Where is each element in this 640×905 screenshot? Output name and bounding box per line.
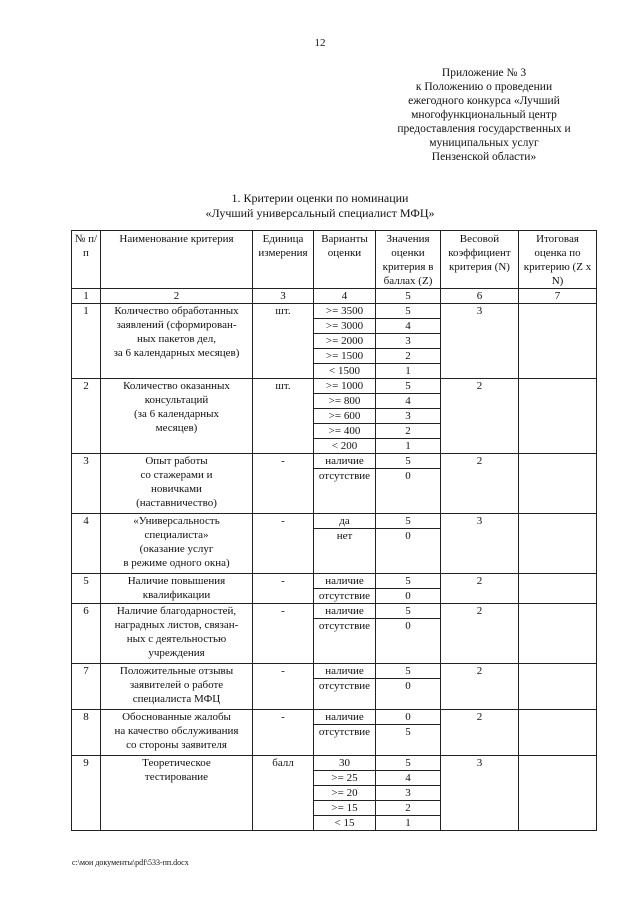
criterion-name: [101, 756, 253, 831]
score-value: 5: [376, 574, 441, 589]
score-value: 0: [376, 710, 441, 725]
table-row: [72, 454, 597, 469]
score-value: 5: [376, 514, 441, 529]
score-value: 3: [376, 786, 441, 801]
column-header: Итоговая оценка по критерию (Z x N): [519, 231, 597, 289]
score-variant: >= 800: [314, 394, 376, 409]
criterion-name-line: Наличие повышения: [127, 575, 226, 587]
final-score: [519, 756, 597, 831]
column-number: 4: [314, 289, 376, 304]
score-variant: наличие: [314, 604, 376, 619]
appendix-line: ежегодного конкурса «Лучший: [408, 95, 560, 107]
row-number: 5: [72, 574, 101, 604]
column-number: 2: [101, 289, 253, 304]
score-variant: >= 3000: [314, 319, 376, 334]
score-variant: >= 15: [314, 801, 376, 816]
score-value: 2: [376, 349, 441, 364]
score-variant: наличие: [314, 664, 376, 679]
criterion-name: [101, 379, 253, 454]
criteria-table: [71, 230, 597, 831]
score-value: 2: [376, 801, 441, 816]
column-header: № п/п: [72, 231, 101, 289]
final-score: [519, 710, 597, 756]
unit-of-measure: -: [253, 604, 314, 664]
unit-of-measure: шт.: [253, 304, 314, 379]
score-variant: >= 20: [314, 786, 376, 801]
weight-coefficient: 3: [441, 756, 519, 831]
criterion-name-line: квалификации: [142, 589, 211, 601]
score-variant: нет: [314, 529, 376, 574]
row-number: 7: [72, 664, 101, 710]
appendix-line: Пензенской области»: [431, 151, 537, 163]
score-variant: >= 2000: [314, 334, 376, 349]
column-number: 5: [376, 289, 441, 304]
score-value: 1: [376, 439, 441, 454]
table-row: [72, 379, 597, 394]
score-value: 2: [376, 424, 441, 439]
score-value: 0: [376, 619, 441, 664]
table-row: [72, 664, 597, 679]
criterion-name-line: новичками: [151, 483, 202, 495]
score-value: 5: [376, 379, 441, 394]
unit-of-measure: -: [253, 514, 314, 574]
score-variant: наличие: [314, 454, 376, 469]
criterion-name-line: Положительные отзывы: [119, 665, 234, 677]
criterion-name-line: Количество оказанных: [123, 380, 230, 392]
score-variant: >= 1000: [314, 379, 376, 394]
score-value: 5: [376, 454, 441, 469]
final-score: [519, 574, 597, 604]
table-header-row: [72, 231, 597, 289]
weight-coefficient: 2: [441, 710, 519, 756]
table-row: [72, 574, 597, 589]
score-value: 0: [376, 679, 441, 710]
criterion-name-line: тестирование: [144, 771, 209, 783]
score-variant: отсутствие: [314, 725, 376, 756]
column-header: Значения оценки критерия в баллах (Z): [376, 231, 441, 289]
criterion-name-line: ных с деятельностью: [126, 633, 227, 645]
score-value: 4: [376, 394, 441, 409]
row-number: 8: [72, 710, 101, 756]
criterion-name-line: со стороны заявителя: [126, 739, 227, 751]
score-variant: < 15: [314, 816, 376, 831]
row-number: 2: [72, 379, 101, 454]
score-value: 3: [376, 409, 441, 424]
criterion-name-line: (наставничество): [136, 497, 217, 509]
criterion-name-line: в режиме одного окна): [123, 557, 230, 569]
criterion-name-line: Опыт работы: [145, 455, 208, 467]
final-score: [519, 454, 597, 514]
criterion-name-line: заявителей о работе: [129, 679, 224, 691]
score-variant: >= 3500: [314, 304, 376, 319]
criterion-name-line: учреждения: [148, 647, 205, 659]
score-value: 0: [376, 529, 441, 574]
weight-coefficient: 3: [441, 514, 519, 574]
page-number: 12: [314, 37, 326, 49]
column-header: Весовой коэффициент критерия (N): [441, 231, 519, 289]
criterion-name-line: Обоснованные жалобы: [122, 711, 231, 723]
score-value: 5: [376, 304, 441, 319]
final-score: [519, 664, 597, 710]
unit-of-measure: -: [253, 454, 314, 514]
score-value: 4: [376, 319, 441, 334]
final-score: [519, 604, 597, 664]
unit-of-measure: шт.: [253, 379, 314, 454]
unit-of-measure: балл: [253, 756, 314, 831]
weight-coefficient: 2: [441, 454, 519, 514]
table-row: [72, 304, 597, 319]
weight-coefficient: 2: [441, 379, 519, 454]
table-row: [72, 710, 597, 725]
weight-coefficient: 3: [441, 304, 519, 379]
score-variant: < 200: [314, 439, 376, 454]
criterion-name-line: консультаций: [144, 394, 209, 406]
final-score: [519, 304, 597, 379]
criterion-name-line: Теоретическое: [142, 757, 211, 769]
section-title-line-2: «Лучший универсальный специалист МФЦ»: [205, 206, 435, 220]
column-number: 1: [72, 289, 101, 304]
criterion-name-line: (за 6 календарных: [133, 408, 220, 420]
appendix-line: многофункциональный центр: [411, 109, 557, 121]
row-number: 6: [72, 604, 101, 664]
score-value: 4: [376, 771, 441, 786]
criterion-name-line: заявлений (сформирован-: [116, 319, 237, 331]
unit-of-measure: -: [253, 664, 314, 710]
criterion-name-line: (оказание услуг: [139, 543, 214, 555]
column-number: 7: [519, 289, 597, 304]
score-value: 3: [376, 334, 441, 349]
score-value: 0: [376, 589, 441, 604]
final-score: [519, 514, 597, 574]
score-value: 1: [376, 364, 441, 379]
criterion-name-line: «Универсальность: [133, 515, 220, 527]
criterion-name: [101, 454, 253, 514]
criterion-name-line: со стажерами и: [140, 469, 213, 481]
score-variant: отсутствие: [314, 589, 376, 604]
column-number: 3: [253, 289, 314, 304]
score-variant: отсутствие: [314, 469, 376, 514]
criterion-name: [101, 604, 253, 664]
score-variant: >= 400: [314, 424, 376, 439]
score-variant: >= 25: [314, 771, 376, 786]
criterion-name: [101, 710, 253, 756]
weight-coefficient: 2: [441, 664, 519, 710]
score-variant: наличие: [314, 710, 376, 725]
score-value: 5: [376, 604, 441, 619]
column-number: 6: [441, 289, 519, 304]
criterion-name: [101, 514, 253, 574]
score-variant: да: [314, 514, 376, 529]
score-value: 5: [376, 664, 441, 679]
table-row: [72, 604, 597, 619]
section-title-line-1: 1. Критерии оценки по номинации: [231, 191, 409, 205]
criterion-name-line: на качество обслуживания: [114, 725, 239, 737]
column-header: Единица измерения: [253, 231, 314, 289]
score-variant: 30: [314, 756, 376, 771]
column-number-row: [72, 289, 597, 304]
score-variant: наличие: [314, 574, 376, 589]
criterion-name-line: наградных листов, связан-: [114, 619, 239, 631]
criterion-name-line: специалиста»: [144, 529, 209, 541]
row-number: 4: [72, 514, 101, 574]
weight-coefficient: 2: [441, 574, 519, 604]
criterion-name-line: Количество обработанных: [114, 305, 239, 317]
row-number: 3: [72, 454, 101, 514]
criterion-name-line: за 6 календарных месяцев): [113, 347, 240, 359]
section-title: [0, 191, 640, 221]
appendix-line: муниципальных услуг: [429, 137, 539, 149]
score-variant: >= 600: [314, 409, 376, 424]
appendix-line: предоставления государственных и: [397, 123, 571, 135]
row-number: 9: [72, 756, 101, 831]
table-row: [72, 756, 597, 771]
score-variant: отсутствие: [314, 619, 376, 664]
table-row: [72, 514, 597, 529]
weight-coefficient: 2: [441, 604, 519, 664]
criterion-name: [101, 574, 253, 604]
criterion-name: [101, 304, 253, 379]
unit-of-measure: -: [253, 574, 314, 604]
score-value: 1: [376, 816, 441, 831]
score-variant: < 1500: [314, 364, 376, 379]
column-header: Наименование критерия: [101, 231, 253, 289]
criterion-name-line: ных пакетов дел,: [136, 333, 217, 345]
criterion-name-line: Наличие благодарностей,: [116, 605, 237, 617]
final-score: [519, 379, 597, 454]
unit-of-measure: -: [253, 710, 314, 756]
appendix-header: [382, 66, 586, 164]
row-number: 1: [72, 304, 101, 379]
score-variant: >= 1500: [314, 349, 376, 364]
score-value: 5: [376, 725, 441, 756]
appendix-line: Приложение № 3: [441, 67, 527, 79]
criterion-name-line: специалиста МФЦ: [132, 693, 221, 705]
score-variant: отсутствие: [314, 679, 376, 710]
appendix-line: к Положению о проведении: [415, 81, 553, 93]
score-value: 0: [376, 469, 441, 514]
criterion-name: [101, 664, 253, 710]
score-value: 5: [376, 756, 441, 771]
criterion-name-line: месяцев): [155, 422, 198, 434]
column-header: Варианты оценки: [314, 231, 376, 289]
footer-file-path: c:\мои документы\pdf\533-пп.docx: [72, 858, 189, 867]
